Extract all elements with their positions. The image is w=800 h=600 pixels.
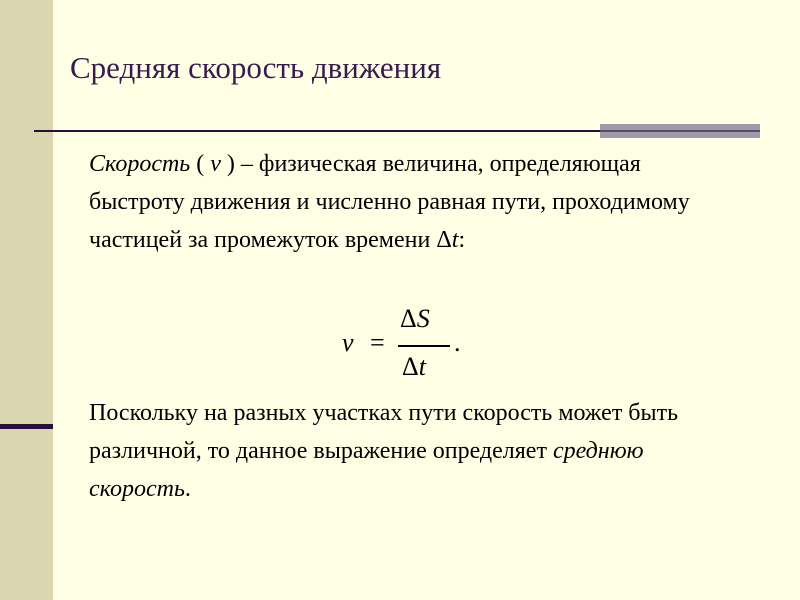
explanation-period: . [184,476,191,502]
numerator-delta: Δ [400,304,417,333]
numerator-variable: S [416,304,430,333]
definition-colon: : [458,227,466,253]
average-speed-term: среднюю скорость [89,438,644,502]
sidebar-stripe [0,0,53,600]
explanation-paragraph [89,394,729,508]
definition-text: – физическая величина, определяющая быстроту движения и численно равная пути, проходимому частицей за промежуток времени [89,151,690,253]
explanation-text: Поскольку на разных участках пути скорость может быть различной, то данное выражение определяет [89,400,679,464]
close-paren: ) [220,151,235,177]
formula-lhs: v [342,328,354,357]
title-divider [34,130,600,132]
sidebar-marker [0,424,53,429]
denominator-variable: t [418,352,426,381]
formula-equals: = [370,328,385,357]
velocity-symbol: v [210,151,221,177]
delta-symbol: Δ [436,227,452,253]
time-variable: t [451,227,459,253]
title-accent-line [600,130,760,132]
average-speed-formula [342,304,482,384]
open-paren: ( [190,151,211,177]
fraction-bar [398,345,450,347]
formula-numerator [400,304,430,334]
formula-denominator [402,352,426,382]
slide-title: Средняя скорость движения [70,50,442,85]
term-speed: Скорость [89,151,191,177]
formula-period: . [454,328,461,357]
definition-paragraph [89,145,729,259]
denominator-delta: Δ [402,352,419,381]
